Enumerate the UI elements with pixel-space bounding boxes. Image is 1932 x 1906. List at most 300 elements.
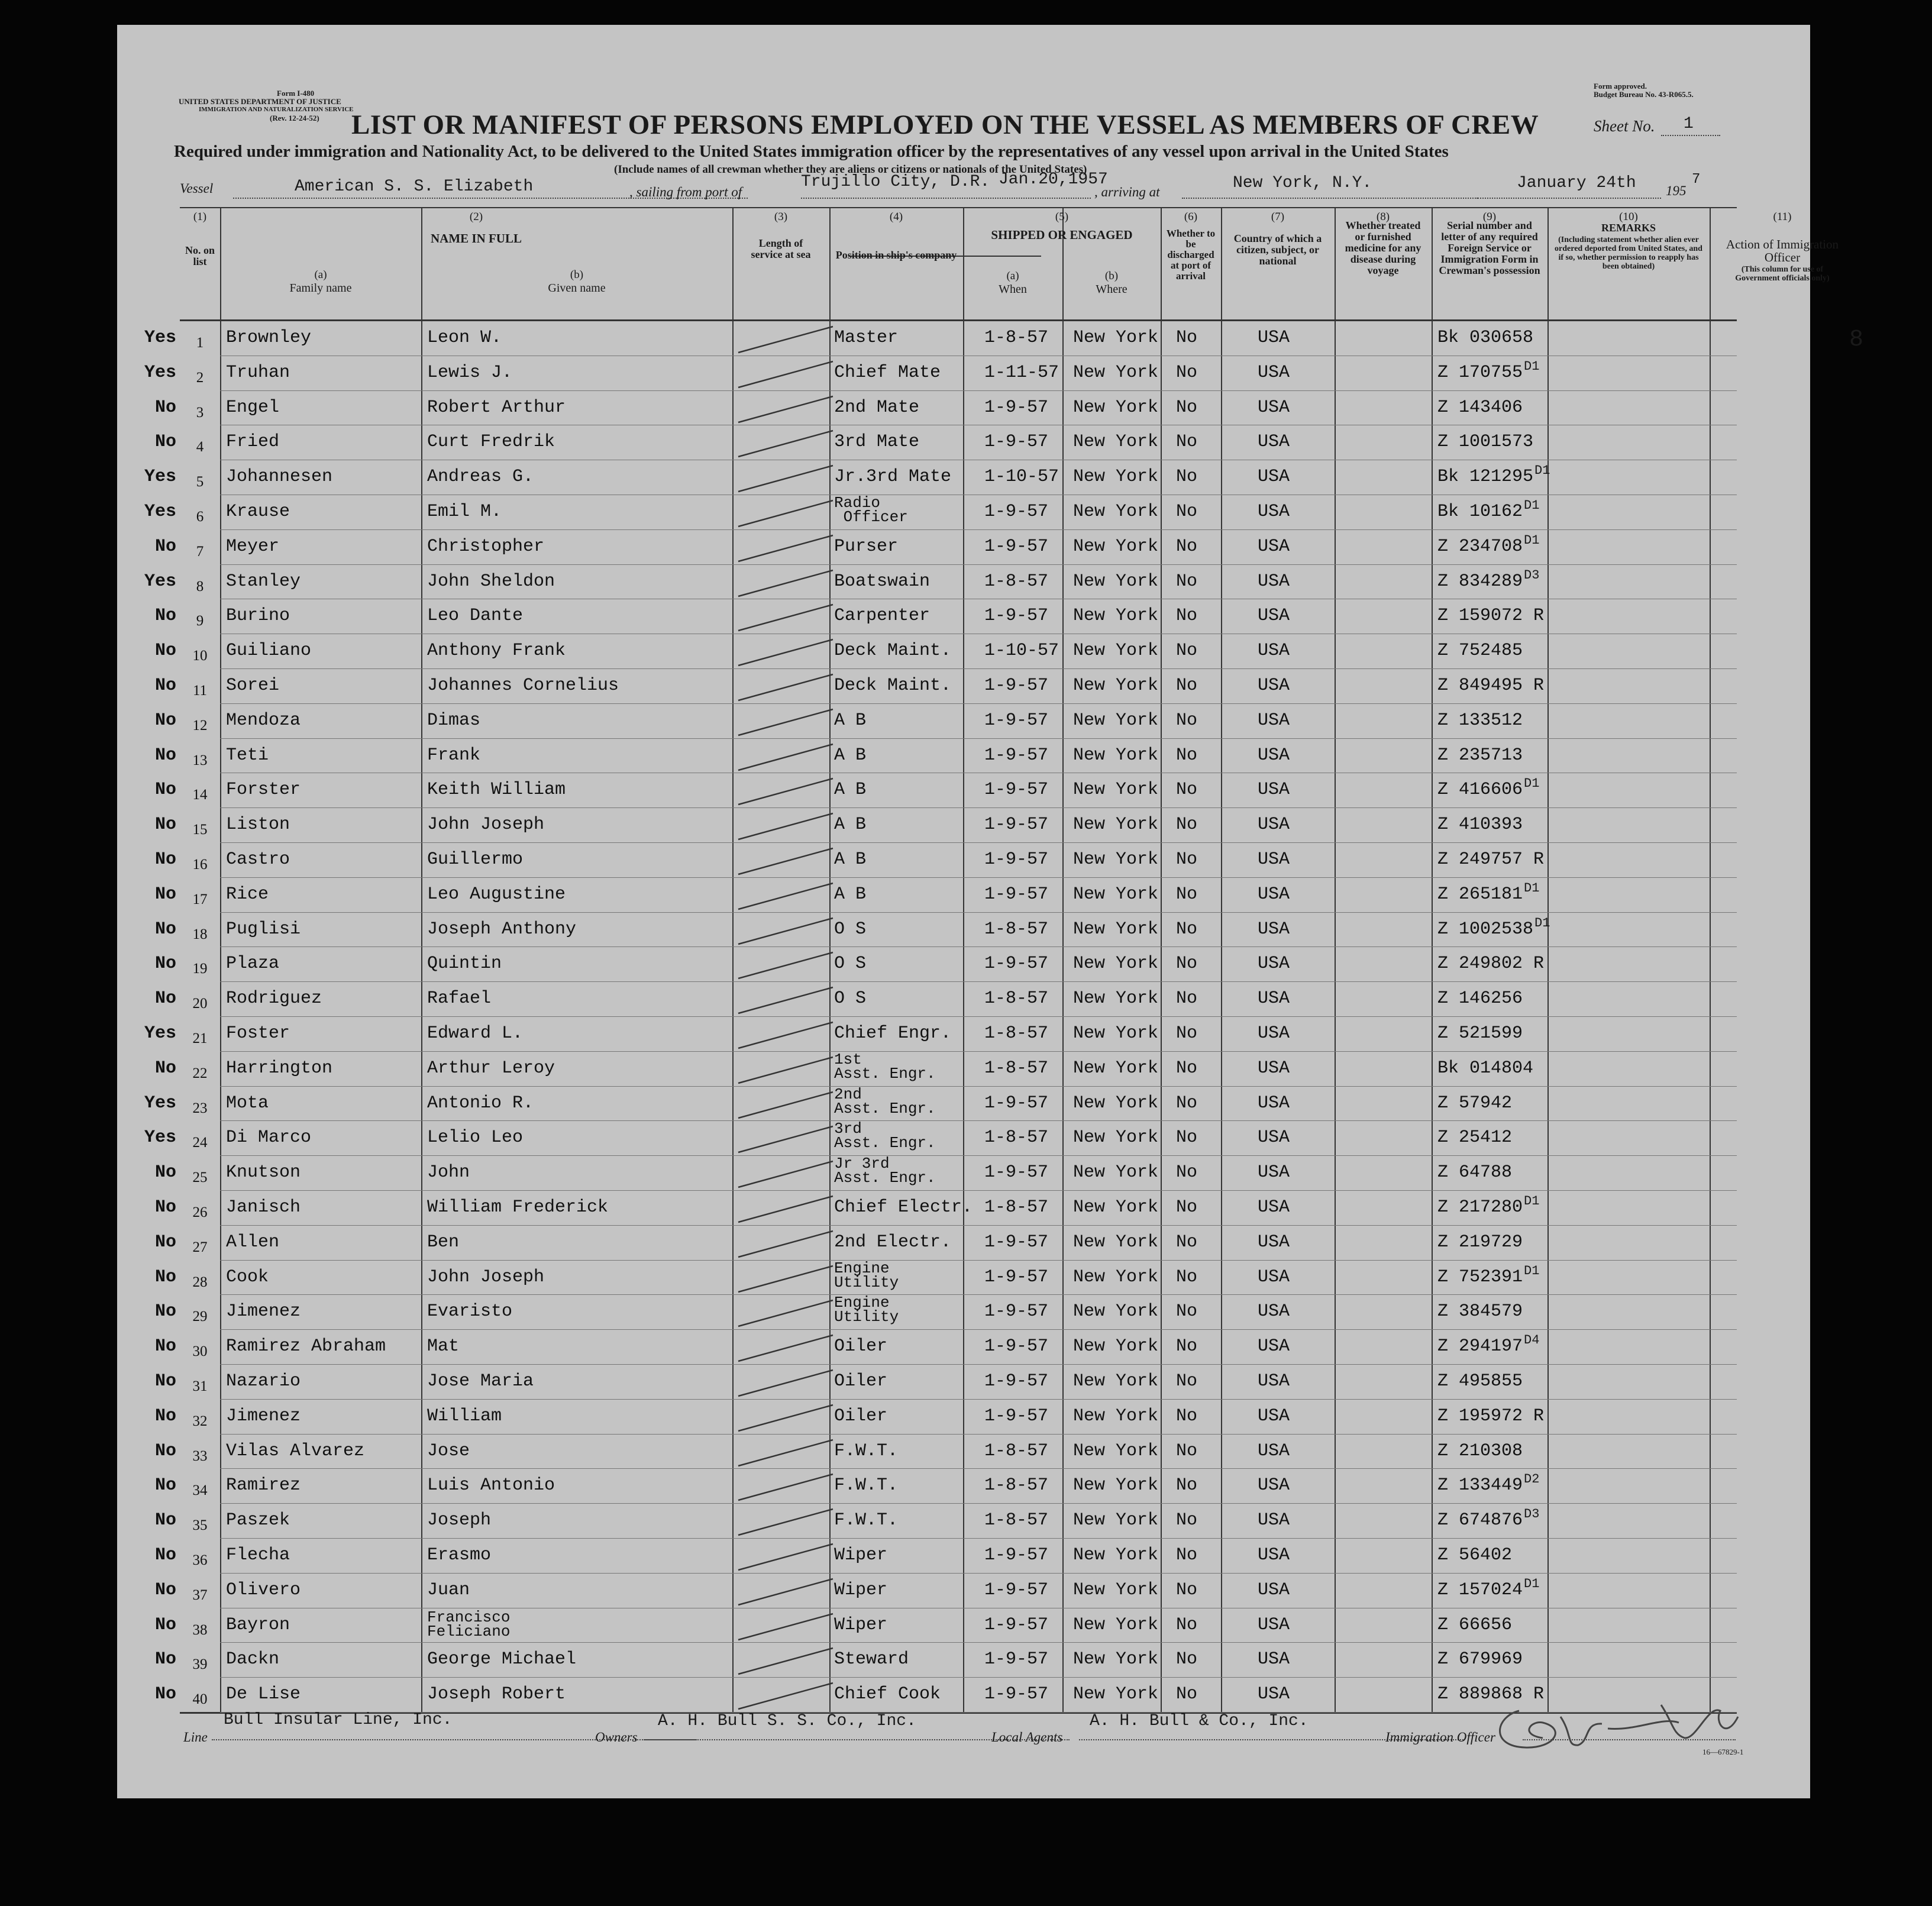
row-number: 26 [192, 1204, 208, 1220]
serial-number: Z 56402 [1437, 1545, 1513, 1565]
country: USA [1258, 815, 1290, 835]
service-slash [732, 670, 845, 705]
discharged: No [1176, 780, 1198, 800]
country: USA [1258, 954, 1290, 974]
position: Chief Cook [834, 1684, 941, 1705]
row-rule [220, 1364, 1737, 1365]
col11-number: (11) [1773, 211, 1792, 223]
page-title: LIST OR MANIFEST OF PERSONS EMPLOYED ON THE VESSEL AS MEMBERS OF CREW [351, 109, 1539, 140]
shipped-when: 1-9-57 [984, 1371, 1049, 1391]
country: USA [1258, 536, 1290, 557]
country: USA [1258, 1510, 1290, 1531]
serial-number: Z 195972 R [1437, 1406, 1545, 1426]
position: 3rd Asst. Engr. [834, 1120, 936, 1152]
serial-number: Z 495855 [1437, 1371, 1523, 1391]
column-rule [1432, 208, 1433, 1712]
position: 2nd Asst. Engr. [834, 1085, 936, 1117]
serial-number: Z 249802 R [1437, 954, 1545, 974]
row-rule [220, 1120, 1737, 1121]
col2-number: (2) [469, 211, 483, 223]
shipped-when: 1-8-57 [984, 1023, 1049, 1044]
row-number: 19 [192, 961, 208, 977]
service-slash [732, 739, 845, 775]
serial-number: Bk 030658 [1437, 328, 1534, 348]
shipped-where: New York [1073, 1058, 1159, 1078]
serial-number: Z 834289 [1437, 571, 1523, 592]
crew-mark: Yes [144, 1128, 176, 1148]
family-name: Jimenez [226, 1301, 301, 1322]
country: USA [1258, 710, 1290, 731]
revision-date: (Rev. 12-24-52) [270, 114, 319, 122]
country: USA [1258, 1371, 1290, 1391]
service-slash [732, 1261, 845, 1297]
shipped-when: 1-8-57 [984, 988, 1049, 1009]
serial-number: Z 234708 [1437, 536, 1523, 557]
serial-number: Z 146256 [1437, 988, 1523, 1009]
given-name: Juan [427, 1579, 470, 1600]
family-name: Guiliano [226, 641, 312, 661]
year-prefix: 195 [1666, 183, 1687, 198]
shipped-where: New York [1073, 641, 1159, 661]
service-slash [732, 1087, 845, 1123]
given-name: Lelio Leo [427, 1128, 524, 1148]
row-rule [220, 703, 1737, 704]
col1-header: No. on list [185, 244, 215, 267]
discharged: No [1176, 1232, 1198, 1252]
family-name: Teti [226, 745, 269, 765]
serial-number: Z 1002538 [1437, 919, 1534, 939]
position: Wiper [834, 1614, 888, 1635]
row-number: 27 [192, 1239, 208, 1255]
crew-mark: No [154, 745, 176, 765]
service-slash [732, 635, 845, 670]
shipped-when: 1-9-57 [984, 1232, 1049, 1252]
given-name: Leo Dante [427, 606, 524, 626]
given-name: Dimas [427, 710, 481, 731]
serial-number: Z 133449 [1437, 1475, 1523, 1496]
discharged: No [1176, 1406, 1198, 1426]
form-number: Form I-480 [277, 89, 315, 98]
position: A B [834, 815, 867, 835]
given-name: Rafael [427, 988, 492, 1009]
row-rule [220, 1538, 1737, 1539]
vessel-label: Vessel [180, 181, 214, 196]
given-name: John Sheldon [427, 571, 555, 592]
country: USA [1258, 1093, 1290, 1113]
crew-mark: No [154, 1371, 176, 1391]
owners-label: Owners [595, 1730, 638, 1745]
row-rule [220, 1468, 1737, 1469]
position: A B [834, 780, 867, 800]
serial-code: D1 [1524, 880, 1540, 896]
family-name: Paszek [226, 1510, 290, 1531]
discharged: No [1176, 1023, 1198, 1044]
service-slash [732, 392, 845, 427]
row-number: 5 [196, 474, 204, 490]
row-rule [220, 390, 1737, 391]
row-rule [220, 738, 1737, 739]
row-number: 36 [192, 1552, 208, 1568]
discharged: No [1176, 849, 1198, 870]
country: USA [1258, 606, 1290, 626]
row-number: 39 [192, 1656, 208, 1673]
serial-number: Bk 10162 [1437, 502, 1523, 522]
shipped-when: 1-9-57 [984, 1649, 1049, 1670]
serial-code: D1 [1524, 1576, 1540, 1591]
service-slash [732, 600, 845, 635]
family-name: Brownley [226, 328, 312, 348]
line-name: Bull Insular Line, Inc. [224, 1711, 453, 1729]
position: F.W.T. [834, 1475, 899, 1496]
given-name: Lewis J. [427, 362, 513, 383]
position: Steward [834, 1649, 909, 1670]
family-name: Castro [226, 849, 290, 870]
serial-number: Z 752485 [1437, 641, 1523, 661]
position: 2nd Mate [834, 397, 920, 418]
col7-header: Country of which a citizen, subject, or national [1233, 232, 1322, 267]
col5b-number: (b) [1104, 270, 1119, 282]
shipped-when: 1-9-57 [984, 1301, 1049, 1322]
shipped-where: New York [1073, 1336, 1159, 1357]
sailing-label: , sailing from port of [629, 185, 742, 199]
family-name: Nazario [226, 1371, 301, 1391]
serial-code: D1 [1524, 1194, 1540, 1209]
serial-code: D1 [1524, 776, 1540, 792]
discharged: No [1176, 988, 1198, 1009]
row-rule [220, 877, 1737, 878]
discharged: No [1176, 815, 1198, 835]
discharged: No [1176, 1684, 1198, 1705]
family-name: Johannesen [226, 467, 333, 487]
serial-number: Z 25412 [1437, 1128, 1513, 1148]
country: USA [1258, 884, 1290, 904]
discharged: No [1176, 571, 1198, 592]
country: USA [1258, 919, 1290, 939]
position: O S [834, 954, 867, 974]
family-name: Knutson [226, 1162, 301, 1183]
shipped-when: 1-9-57 [984, 432, 1049, 453]
col2b-number: (b) [570, 269, 584, 281]
family-name: Jimenez [226, 1406, 301, 1426]
row-rule [220, 981, 1737, 982]
shipped-where: New York [1073, 1301, 1159, 1322]
given-name: Curt Fredrik [427, 432, 555, 453]
position: A B [834, 710, 867, 731]
row-rule [220, 1399, 1737, 1400]
department: UNITED STATES DEPARTMENT OF JUSTICE [179, 97, 341, 106]
country: USA [1258, 397, 1290, 418]
row-number: 29 [192, 1309, 208, 1325]
year-suffix: 7 [1692, 172, 1701, 188]
shipped-when: 1-10-57 [984, 467, 1059, 487]
country: USA [1258, 988, 1290, 1009]
shipped-when: 1-8-57 [984, 1128, 1049, 1148]
row-number: 2 [196, 369, 204, 386]
crew-mark: No [154, 954, 176, 974]
family-name: Foster [226, 1023, 290, 1044]
discharged: No [1176, 1301, 1198, 1322]
crew-mark: No [154, 919, 176, 939]
given-name: Frank [427, 745, 481, 765]
sheet-number: 1 [1684, 115, 1694, 133]
row-rule [220, 1642, 1737, 1643]
given-name: John Joseph [427, 815, 545, 835]
shipped-when: 1-9-57 [984, 397, 1049, 418]
port-from: Trujillo City, D.R. [801, 173, 990, 191]
given-name: Edward L. [427, 1023, 524, 1044]
service-slash [732, 1643, 845, 1679]
given-name: Jose Maria [427, 1371, 534, 1391]
country: USA [1258, 1684, 1290, 1705]
col1-number: (1) [193, 211, 207, 223]
shipped-where: New York [1073, 1545, 1159, 1565]
service-slash [732, 1296, 845, 1331]
row-number: 4 [196, 439, 204, 455]
shipped-when: 1-9-57 [984, 606, 1049, 626]
discharged: No [1176, 432, 1198, 453]
serial-number: Z 249757 R [1437, 849, 1545, 870]
row-number: 9 [196, 613, 204, 629]
position: Deck Maint. [834, 641, 952, 661]
row-number: 13 [192, 752, 208, 768]
col2a-number: (a) [314, 269, 327, 281]
country: USA [1258, 502, 1290, 522]
serial-number: Z 752391 [1437, 1267, 1523, 1287]
shipped-when: 1-9-57 [984, 815, 1049, 835]
manifest-sheet [117, 25, 1864, 1798]
given-name: Antonio R. [427, 1093, 534, 1113]
shipped-when: 1-8-57 [984, 919, 1049, 939]
discharged: No [1176, 1510, 1198, 1531]
shipped-when: 1-8-57 [984, 328, 1049, 348]
shipped-when: 1-10-57 [984, 641, 1059, 661]
col7-number: (7) [1271, 211, 1285, 223]
col2b-header: Given name [548, 282, 606, 295]
given-name: Jose [427, 1440, 470, 1461]
position: A B [834, 884, 867, 904]
country: USA [1258, 467, 1290, 487]
row-number: 10 [192, 648, 208, 664]
given-name: Francisco Feliciano [427, 1608, 511, 1640]
shipped-when: 1-9-57 [984, 1406, 1049, 1426]
shipped-where: New York [1073, 1093, 1159, 1113]
column-rule [1547, 208, 1549, 1712]
serial-number: Z 294197 [1437, 1336, 1523, 1357]
col10-note: (Including statement whether alien ever ordered deported from United States, and if so, whether permission to reapply has been obtained) [1555, 235, 1702, 271]
crew-mark: No [154, 606, 176, 626]
position: A B [834, 849, 867, 870]
serial-number: Z 157024 [1437, 1579, 1523, 1600]
crew-mark: Yes [144, 571, 176, 592]
service-slash [732, 461, 845, 496]
position: Boatswain [834, 571, 931, 592]
shipped-when: 1-9-57 [984, 1267, 1049, 1287]
row-number: 1 [196, 335, 204, 351]
position: Oiler [834, 1371, 888, 1391]
crew-mark: No [154, 536, 176, 557]
family-name: Rice [226, 884, 269, 904]
col8-number: (8) [1376, 211, 1390, 223]
position: Engine Utility [834, 1294, 899, 1326]
shipped-when: 1-9-57 [984, 745, 1049, 765]
agents-label: Local Agents [991, 1730, 1063, 1745]
row-number: 40 [192, 1691, 208, 1708]
serial-number: Z 416606 [1437, 780, 1523, 800]
shipped-when: 1-9-57 [984, 502, 1049, 522]
crew-mark: No [154, 1475, 176, 1496]
requirement-text: Required under immigration and Nationality Act, to be delivered to the United States immigration officer by the representatives of any vessel upon arrival in the United States [174, 142, 1449, 161]
country: USA [1258, 780, 1290, 800]
row-number: 14 [192, 787, 208, 803]
service-slash [732, 1609, 845, 1645]
shipped-when: 1-9-57 [984, 676, 1049, 696]
family-name: Meyer [226, 536, 280, 557]
position: Carpenter [834, 606, 931, 626]
col5b-header: Where [1096, 283, 1127, 296]
country: USA [1258, 1649, 1290, 1670]
service-slash [732, 1017, 845, 1053]
row-rule [220, 1503, 1737, 1504]
country: USA [1258, 1440, 1290, 1461]
crew-mark: No [154, 1058, 176, 1078]
country: USA [1258, 1232, 1290, 1252]
row-number: 38 [192, 1621, 208, 1638]
crew-mark: No [154, 1301, 176, 1322]
row-rule [220, 1294, 1737, 1295]
col4-number: (4) [889, 211, 903, 223]
position: O S [834, 919, 867, 939]
row-rule [220, 1190, 1737, 1191]
col6-number: (6) [1184, 211, 1198, 223]
row-number: 30 [192, 1343, 208, 1360]
country: USA [1258, 328, 1290, 348]
given-name: Joseph [427, 1510, 492, 1531]
family-name: Stanley [226, 571, 301, 592]
row-rule [220, 807, 1737, 808]
row-number: 16 [192, 857, 208, 873]
service-slash [732, 844, 845, 879]
family-name: Burino [226, 606, 290, 626]
given-name: Emil M. [427, 502, 502, 522]
column-rule [1710, 208, 1711, 1712]
crew-mark: No [154, 849, 176, 870]
position: Deck Maint. [834, 676, 952, 696]
shipped-where: New York [1073, 1475, 1159, 1496]
shipped-where: New York [1073, 1267, 1159, 1287]
service-slash [732, 1191, 845, 1227]
crew-mark: No [154, 1545, 176, 1565]
family-name: Dackn [226, 1649, 280, 1670]
serial-number: Z 235713 [1437, 745, 1523, 765]
shipped-where: New York [1073, 676, 1159, 696]
serial-code: D1 [1524, 532, 1540, 548]
row-rule [220, 668, 1737, 669]
position: Wiper [834, 1545, 888, 1565]
officer-signature [1484, 1681, 1756, 1758]
row-number: 3 [196, 404, 204, 421]
shipped-when: 1-9-57 [984, 710, 1049, 731]
discharged: No [1176, 606, 1198, 626]
discharged: No [1176, 1614, 1198, 1635]
crew-mark: Yes [144, 467, 176, 487]
owners-name: A. H. Bull S. S. Co., Inc. [658, 1712, 916, 1730]
col2-header: NAME IN FULL [430, 231, 522, 245]
given-name: Robert Arthur [427, 397, 566, 418]
discharged: No [1176, 397, 1198, 418]
crew-mark: No [154, 1510, 176, 1531]
serial-number: Z 66656 [1437, 1614, 1513, 1635]
shipped-where: New York [1073, 397, 1159, 418]
crew-mark: No [154, 988, 176, 1009]
shipped-when: 1-8-57 [984, 1197, 1049, 1217]
serial-number: Z 384579 [1437, 1301, 1523, 1322]
serial-number: Z 159072 R [1437, 606, 1545, 626]
country: USA [1258, 1267, 1290, 1287]
serial-code: D1 [1524, 358, 1540, 374]
shipped-where: New York [1073, 988, 1159, 1009]
col2a-header: Family name [289, 282, 352, 295]
given-name: John [427, 1162, 470, 1183]
col11-header: Action of Immigration Officer [1726, 237, 1839, 264]
service-slash [732, 1574, 845, 1610]
row-rule [220, 946, 1737, 947]
serial-number: Bk 121295 [1437, 467, 1534, 487]
shipped-when: 1-8-57 [984, 571, 1049, 592]
position: Jr.3rd Mate [834, 467, 952, 487]
shipped-where: New York [1073, 1128, 1159, 1148]
row-rule [220, 564, 1737, 565]
shipped-when: 1-9-57 [984, 780, 1049, 800]
discharged: No [1176, 1128, 1198, 1148]
col8-header: Whether treated or furnished medicine for any disease during voyage [1345, 219, 1421, 276]
shipped-when: 1-9-57 [984, 536, 1049, 557]
family-name: Vilas Alvarez [226, 1440, 365, 1461]
service-slash [732, 426, 845, 461]
position: O S [834, 988, 867, 1009]
family-name: Bayron [226, 1614, 290, 1635]
row-rule [220, 1329, 1737, 1330]
discharged: No [1176, 1197, 1198, 1217]
country: USA [1258, 676, 1290, 696]
country: USA [1258, 1545, 1290, 1565]
column-rule [220, 208, 221, 1712]
row-number: 20 [192, 996, 208, 1012]
sheet-label: Sheet No. [1594, 117, 1655, 135]
line-label: Line [183, 1730, 208, 1745]
discharged: No [1176, 467, 1198, 487]
country: USA [1258, 849, 1290, 870]
given-name: Leon W. [427, 328, 502, 348]
col5a-header: When [999, 283, 1027, 296]
family-name: Janisch [226, 1197, 301, 1217]
discharged: No [1176, 1162, 1198, 1183]
col5-header: SHIPPED OR ENGAGED [991, 228, 1133, 242]
shipped-where: New York [1073, 571, 1159, 592]
given-name: Quintin [427, 954, 502, 974]
serial-number: Z 210308 [1437, 1440, 1523, 1461]
service-slash [732, 1504, 845, 1540]
row-number: 6 [196, 509, 204, 525]
discharged: No [1176, 1579, 1198, 1600]
country: USA [1258, 1579, 1290, 1600]
shipped-where: New York [1073, 1023, 1159, 1044]
row-rule [220, 1677, 1737, 1678]
shipped-when: 1-11-57 [984, 362, 1059, 383]
service-slash [732, 1678, 845, 1714]
crew-mark: No [154, 815, 176, 835]
row-number: 17 [192, 891, 208, 907]
shipped-where: New York [1073, 1197, 1159, 1217]
